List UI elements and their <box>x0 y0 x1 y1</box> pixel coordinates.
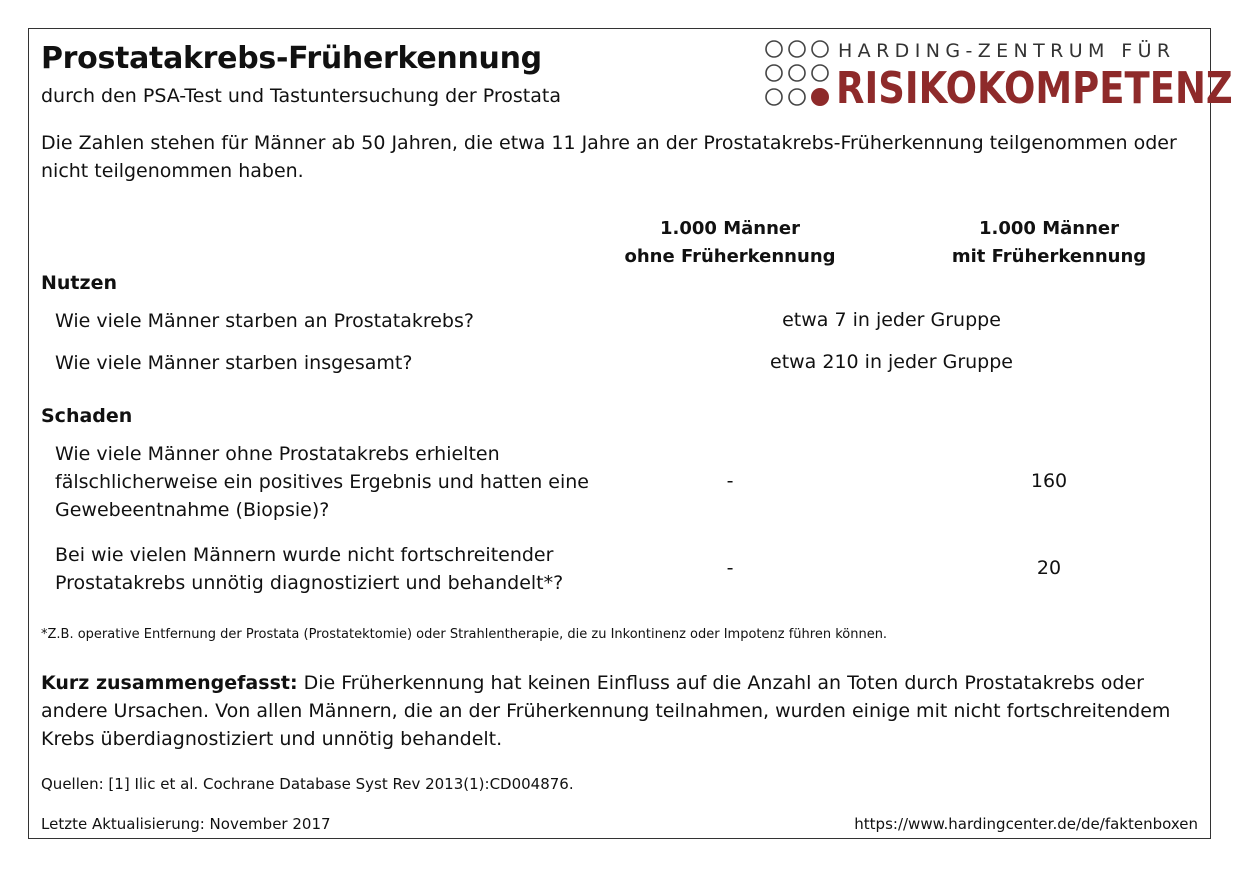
section-heading-benefit: Nutzen <box>41 272 117 294</box>
benefit-value: etwa 7 in jeder Gruppe <box>782 309 1001 331</box>
summary <box>41 669 1191 753</box>
page-title: Prostatakrebs-Früherkennung <box>41 41 542 76</box>
column-header-without-line2: ohne Früherkennung <box>624 246 836 267</box>
harm-value-with: 160 <box>1030 470 1068 492</box>
summary-label: Kurz zusammengefasst: <box>41 672 298 694</box>
logo-dots-icon <box>764 39 836 111</box>
benefit-question: Wie viele Männer starben an Prostatakrebs? <box>55 310 474 332</box>
section-heading-harm: Schaden <box>41 405 133 427</box>
harm-value-with: 20 <box>1036 557 1062 579</box>
benefit-question: Wie viele Männer starben insgesamt? <box>55 352 413 374</box>
logo-line-2: RISIKOKOMPETENZ <box>836 63 1233 114</box>
harm-value-without: - <box>726 470 734 492</box>
source-url: https://www.hardingcenter.de/de/faktenboxen <box>854 815 1198 833</box>
harm-question: Wie viele Männer ohne Prostatakrebs erhielten fälschlicherweise ein positives Ergebnis und hatten eine Gewebeentnahme (Biopsie)? <box>55 443 589 521</box>
column-header-without <box>610 215 850 271</box>
last-updated: Letzte Aktualisierung: November 2017 <box>41 815 331 833</box>
harm-question: Bei wie vielen Männern wurde nicht fortschreitender Prostatakrebs unnötig diagnostiziert und behandelt*? <box>55 544 564 594</box>
intro-text: Die Zahlen stehen für Männer ab 50 Jahren, die etwa 11 Jahre an der Prostatakrebs-Früherkennung teilgenommen oder nicht teilgenommen haben. <box>41 132 1177 182</box>
harding-center-logo <box>764 37 1233 114</box>
column-header-with-line2: mit Früherkennung <box>951 246 1147 267</box>
benefit-value: etwa 210 in jeder Gruppe <box>770 351 1013 373</box>
column-header-with <box>929 215 1169 271</box>
harm-value-without: - <box>726 557 734 579</box>
logo-line-1: HARDING-ZENTRUM FÜR <box>838 40 1176 62</box>
sources: Quellen: [1] Ilic et al. Cochrane Database Syst Rev 2013(1):CD004876. <box>41 775 574 793</box>
column-header-without-line1: 1.000 Männer <box>660 218 800 239</box>
page-subtitle: durch den PSA-Test und Tastuntersuchung der Prostata <box>41 85 561 107</box>
column-header-with-line1: 1.000 Männer <box>979 218 1119 239</box>
fact-box <box>28 28 1233 839</box>
footnote: *Z.B. operative Entfernung der Prostata (Prostatektomie) oder Strahlentherapie, die zu Inkontinenz oder Impotenz führen können. <box>41 627 888 642</box>
summary-text: Die Früherkennung hat keinen Einfluss auf die Anzahl an Toten durch Prostatakrebs oder andere Ursachen. Von allen Männern, die an der Früherkennung teilnahmen, wurden einige mit nicht fortschreitendem Krebs überdiagnostiziert und unnötig behandelt. <box>41 672 1171 750</box>
